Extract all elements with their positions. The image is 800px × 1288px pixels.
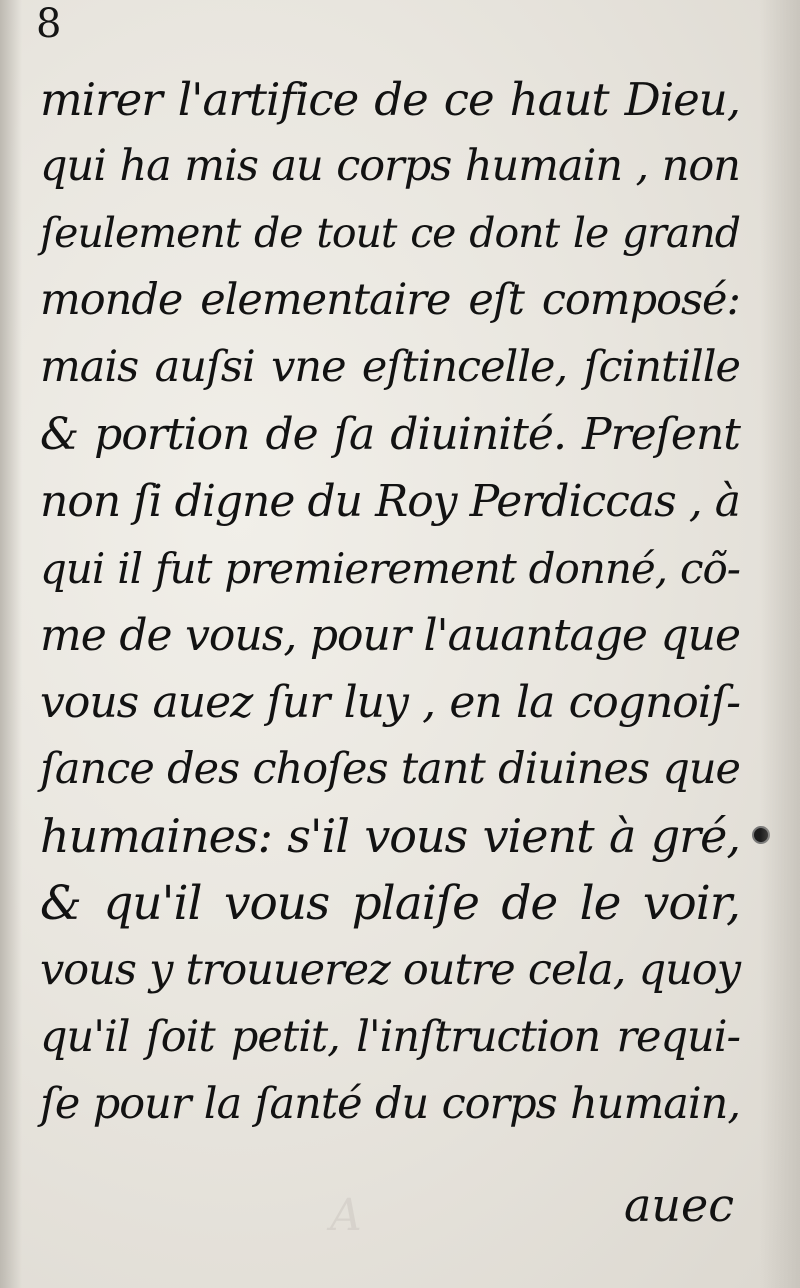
page-number: 8 xyxy=(36,1,62,47)
catchword: auec xyxy=(623,1178,734,1232)
text-line: ſance des choſes tant diuines que xyxy=(40,744,740,794)
text-line: humaines: s'il vous vient à gré, xyxy=(40,809,740,863)
text-line: vous y trouuerez outre cela, quoy xyxy=(40,945,740,995)
text-line: qui ha mis au corps humain , non xyxy=(40,141,740,191)
text-line: & portion de ſa diuinité. Preſent xyxy=(40,409,740,460)
text-line: monde elementaire eſt composé: xyxy=(40,275,740,325)
text-line: qui il fut premierement donné, cõ- xyxy=(40,544,740,593)
ink-blot xyxy=(752,826,770,844)
text-line: mirer l'artifice de ce haut Dieu, xyxy=(40,73,740,126)
text-line: me de vous, pour l'auantage que xyxy=(40,610,740,661)
text-line: ſeulement de tout ce dont le grand xyxy=(40,209,740,257)
show-through-texture: A xyxy=(330,1190,362,1241)
body-text xyxy=(40,66,740,1138)
text-line: mais auſsi vne eſtincelle, ſcintille xyxy=(40,342,740,392)
text-line: ſe pour la ſanté du corps humain, xyxy=(40,1079,740,1129)
text-line: qu'il ſoit petit, l'inſtruction requi- xyxy=(40,1012,740,1062)
text-line: non ſi digne du Roy Perdiccas , à xyxy=(40,476,740,527)
text-line: & qu'il vous plaiſe de le voir, xyxy=(40,876,740,931)
text-line: vous auez ſur luy , en la cognoiſ- xyxy=(40,677,740,728)
